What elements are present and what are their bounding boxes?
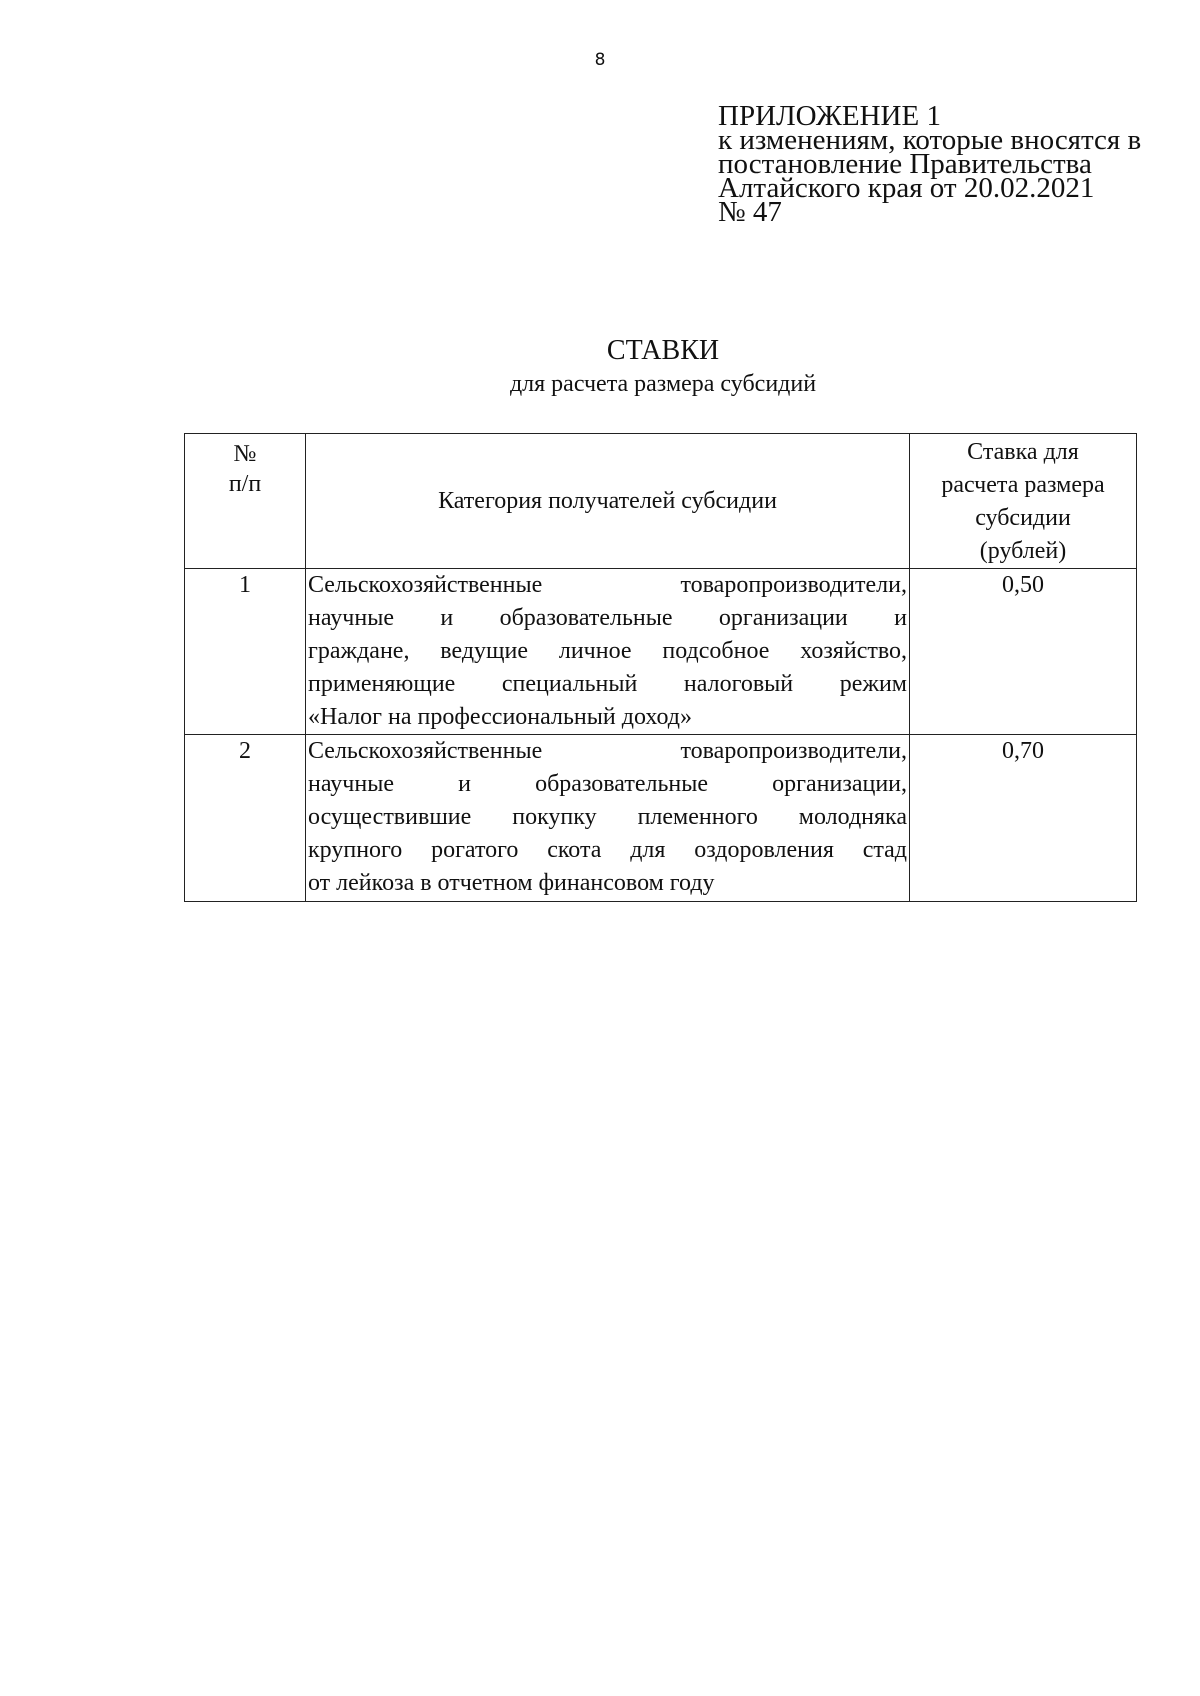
row-category-line: применяющие специальный налоговый режим (308, 671, 907, 697)
appendix-line: к изменениям, которые вносятся в (718, 124, 1142, 156)
row-category-line: граждане, ведущие личное подсобное хозяйство, (308, 638, 907, 664)
table-row (185, 735, 1137, 902)
row-category-line: научные и образовательные организации, (308, 771, 907, 797)
row-category-line: осуществившие покупку племенного молодняка (308, 804, 907, 830)
row-rate-value: 0,50 (1002, 572, 1044, 598)
header-category-cell (306, 434, 910, 569)
header-number-cell (185, 434, 306, 569)
header-rate-line: субсидии (975, 505, 1071, 531)
header-rate-line: (рублей) (979, 538, 1067, 564)
row-number: 1 (239, 572, 251, 598)
appendix-heading: ПРИЛОЖЕНИЕ 1 (718, 100, 941, 132)
row-number: 2 (239, 738, 251, 764)
header-rate-line: расчета размера (941, 472, 1105, 498)
row-category-cell (306, 735, 910, 902)
table-header-row (185, 434, 1137, 569)
appendix-line: № 47 (718, 196, 782, 228)
row-rate-cell (910, 735, 1137, 902)
row-category-line: Сельскохозяйственные товаропроизводители, (308, 738, 907, 764)
row-category-line: «Налог на профессиональный доход» (308, 704, 692, 730)
row-rate-value: 0,70 (1002, 738, 1044, 764)
row-category-line: от лейкоза в отчетном финансовом году (308, 870, 715, 896)
header-number-abbrev: п/п (228, 471, 262, 497)
row-number-cell (185, 735, 306, 902)
header-category-label: Категория получателей субсидии (438, 487, 777, 514)
header-rate-line: Ставка для (967, 439, 1079, 465)
table-row (185, 569, 1137, 735)
appendix-line: Алтайского края от 20.02.2021 (718, 172, 1095, 204)
appendix-block (718, 100, 1142, 228)
row-category-line: крупного рогатого скота для оздоровления стад (308, 837, 907, 863)
row-category-line: научные и образовательные организации и (308, 605, 907, 631)
appendix-line: постановление Правительства (718, 148, 1092, 180)
row-category-line: Сельскохозяйственные товаропроизводители, (308, 572, 907, 598)
document-subtitle: для расчета размера субсидий (509, 371, 817, 397)
header-rate-cell (910, 434, 1137, 569)
rates-table (184, 433, 1137, 902)
document-title: СТАВКИ (606, 335, 720, 366)
row-number-cell (185, 569, 306, 735)
row-rate-cell (910, 569, 1137, 735)
page-number: 8 (594, 50, 606, 70)
header-number-symbol: № (233, 441, 257, 467)
row-category-cell (306, 569, 910, 735)
